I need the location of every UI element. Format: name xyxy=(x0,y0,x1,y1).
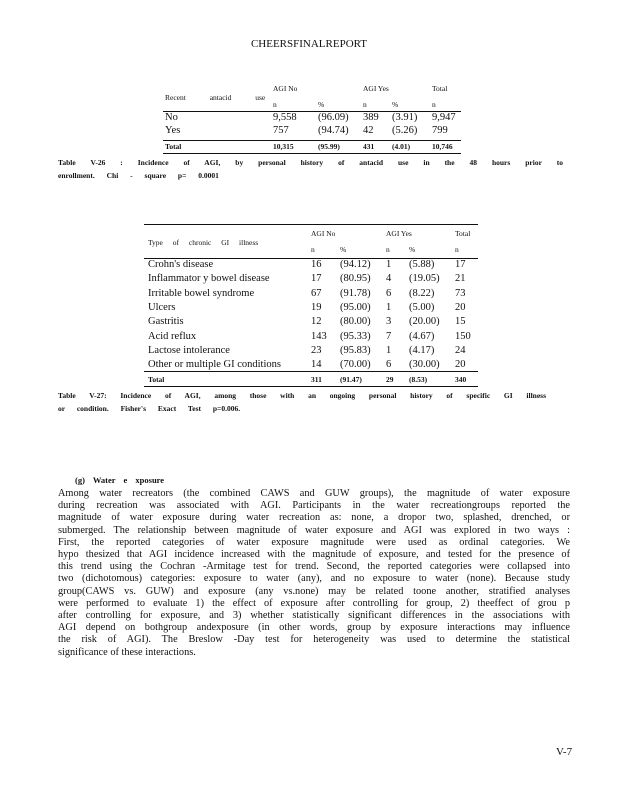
table1-cell-n2: 42 xyxy=(363,125,374,136)
table1-col-group-agi-no: AGI No xyxy=(273,84,298,93)
table1-cell-n1: 757 xyxy=(273,125,289,136)
table2-rule-total xyxy=(144,371,478,372)
table2-row-label: Other or multiple GI conditions xyxy=(148,359,281,371)
table2-cell-n1: 143 xyxy=(311,330,327,342)
table2-cell-n2: 6 xyxy=(386,359,392,371)
table2-cell-n1: 23 xyxy=(311,344,322,356)
paragraph-line: were performed to evaluate 1) the effect of exposure after controlling for group, 2) theeffect of grou p xyxy=(58,597,570,609)
table2-cell-p1: (95.33) xyxy=(340,330,371,342)
body-paragraph xyxy=(58,488,570,659)
table2-total-n1: 311 xyxy=(311,375,322,384)
table2-cell-p1: (95.83) xyxy=(340,344,371,356)
table2-cell-n2: 1 xyxy=(386,344,392,356)
table1-subheader-total: n xyxy=(432,100,436,109)
table2-cell-n1: 16 xyxy=(311,259,322,270)
table1-total-p1: (95.99) xyxy=(318,142,340,151)
table1-row-label-header: Recent antacid use xyxy=(165,93,266,102)
table1-cell-n2: 389 xyxy=(363,112,379,123)
table2-row-label: Acid reflux xyxy=(148,330,197,342)
table1-rule-total xyxy=(163,140,461,141)
paragraph-line: two (dichotomous) categories: exposure to water (any), and no exposure to water (none). Because study xyxy=(58,573,570,585)
table2-row-label: Lactose intolerance xyxy=(148,344,230,356)
table1-cell-p1: (94.74) xyxy=(318,125,349,136)
table2-cell-p2: (30.00) xyxy=(409,359,440,371)
table2-cell-n1: 19 xyxy=(311,301,322,313)
table2-cell-total: 150 xyxy=(455,330,471,342)
table2-rule-bottom xyxy=(144,386,478,387)
paragraph-line: this trend using the Cochran -Armitage test for trend. Second, the reported categories were collapsed into xyxy=(58,561,570,573)
table1-total-n1: 10,315 xyxy=(273,142,294,151)
table1-rule-bottom xyxy=(163,153,461,154)
table2-cell-n2: 7 xyxy=(386,330,392,342)
table2-cell-p2: (19.05) xyxy=(409,273,440,285)
table2-cell-n2: 1 xyxy=(386,301,392,313)
paragraph-line: significance of these interactions. xyxy=(58,646,196,658)
paragraph-line: AGI depend on bothgroup andexposure (in other words, group by exposure interactions may influence xyxy=(58,622,570,634)
table2-cell-p1: (94.12) xyxy=(340,259,371,270)
table2-col-group-total: Total xyxy=(455,229,471,238)
section-heading: (g) Water e xposure xyxy=(75,475,165,485)
table2-cell-total: 20 xyxy=(455,359,466,371)
table2-cell-p1: (91.78) xyxy=(340,287,371,299)
table2-row-label: Crohn's disease xyxy=(148,259,214,270)
table1-total-label: Total xyxy=(165,142,182,151)
table2-cell-p1: (70.00) xyxy=(340,359,371,371)
table2-subheader-p2: % xyxy=(409,245,416,254)
table2-cell-p2: (4.67) xyxy=(409,330,435,342)
table1-col-group-total: Total xyxy=(432,84,448,93)
paragraph-line: group(CAWS vs. GUW) and exposure (any vs.none) may be related toone another, stratified analyses xyxy=(58,585,570,597)
report-title: CHEERSFINALREPORT xyxy=(250,38,368,50)
table1-subheader-n2: n xyxy=(363,100,367,109)
table2-caption-line1: Table V-27: Incidence of AGI, among those with an ongoing personal history of specific GI illness xyxy=(58,391,546,400)
table2-row-label-header: Type of chronic GI illness xyxy=(148,238,259,247)
table2-cell-p1: (80.95) xyxy=(340,273,371,285)
paragraph-line: Among water recreators (the combined CAWS and GUW groups), the magnitude of water exposure xyxy=(58,488,570,499)
table2-total-total: 340 xyxy=(455,375,467,384)
table2-cell-total: 20 xyxy=(455,301,466,313)
table1-row-label: Yes xyxy=(165,125,181,136)
table2-cell-p1: (95.00) xyxy=(340,301,371,313)
table1-cell-total: 799 xyxy=(432,125,448,136)
paragraph-line: after controlling for exposure, and 3) whether statistically significant differences in the associations with xyxy=(58,610,570,622)
table1-caption-line1: Table V-26 : Incidence of AGI, by personal history of antacid use in the 48 hours prior to xyxy=(58,158,563,167)
table2-col-group-agi-no: AGI No xyxy=(311,229,336,238)
table2-total-label: Total xyxy=(148,375,165,384)
table2-total-n2: 29 xyxy=(386,375,394,384)
table1-subheader-p2: % xyxy=(392,100,399,109)
paragraph-line: the risk of AGI). The Breslow -Day test for heterogeneity was used to determine the statistical xyxy=(58,634,570,646)
table2-subheader-n1: n xyxy=(311,245,315,254)
table2-total-p1: (91.47) xyxy=(340,375,362,384)
table2-cell-n2: 3 xyxy=(386,316,392,328)
table1-cell-p2: (5.26) xyxy=(392,125,418,136)
table2-row-label: Irritable bowel syndrome xyxy=(148,287,255,299)
table2-cell-p1: (80.00) xyxy=(340,316,371,328)
table2-row-label: Gastritis xyxy=(148,316,184,328)
table1-cell-n1: 9,558 xyxy=(273,112,297,123)
table2-caption-line2: or condition. Fisher's Exact Test p=0.006. xyxy=(58,404,241,413)
paragraph-line: magnitude of water exposure during water recreation as: none, a dropor two, splashed, drenched, or xyxy=(58,512,570,524)
page-number: V-7 xyxy=(556,746,573,758)
table2-cell-n2: 4 xyxy=(386,273,392,285)
table2-cell-p2: (5.00) xyxy=(409,301,435,313)
table2-cell-total: 15 xyxy=(455,316,466,328)
table2-cell-n1: 67 xyxy=(311,287,322,299)
table1-cell-p2: (3.91) xyxy=(392,112,418,123)
table2-cell-p2: (5.88) xyxy=(409,259,435,270)
table2-rule-top xyxy=(144,224,478,225)
table2-cell-n1: 17 xyxy=(311,273,322,285)
table2-subheader-total: n xyxy=(455,245,459,254)
table1-cell-total: 9,947 xyxy=(432,112,456,123)
table2-cell-n1: 14 xyxy=(311,359,322,371)
table2-row-label: Ulcers xyxy=(148,301,176,313)
paragraph-line: hypo thesized that AGI incidence increased with the magnitude of exposure, and tested for the presence of xyxy=(58,549,570,561)
table1-row-label: No xyxy=(165,112,178,123)
table2-cell-total: 17 xyxy=(455,259,466,270)
table2-cell-n2: 1 xyxy=(386,259,392,270)
paragraph-line: during recreation was associated with AGI. Participants in the water recreationgroups reported the xyxy=(58,500,570,512)
table2-cell-total: 73 xyxy=(455,287,466,299)
table1-total-n2: 431 xyxy=(363,142,375,151)
table1-caption-line2: enrollment. Chi - square p= 0.0001 xyxy=(58,171,219,180)
table1-subheader-n1: n xyxy=(273,100,277,109)
paragraph-line: submerged. The relationship between magnitude of water exposure and AGI was explored in two ways : xyxy=(58,524,570,536)
table2-cell-p2: (8.22) xyxy=(409,287,435,299)
table2-row-label: Inflammator y bowel disease xyxy=(148,273,270,285)
table2-cell-n1: 12 xyxy=(311,316,322,328)
table1-total-total: 10,746 xyxy=(432,142,453,151)
table2-cell-p2: (20.00) xyxy=(409,316,440,328)
table2-subheader-n2: n xyxy=(386,245,390,254)
table2-subheader-p1: % xyxy=(340,245,347,254)
table2-cell-p2: (4.17) xyxy=(409,344,435,356)
table1-subheader-p1: % xyxy=(318,100,325,109)
table1-col-group-agi-yes: AGI Yes xyxy=(363,84,389,93)
table1-cell-p1: (96.09) xyxy=(318,112,349,123)
table2-total-p2: (8.53) xyxy=(409,375,428,384)
table2-cell-total: 24 xyxy=(455,344,466,356)
table1-total-p2: (4.01) xyxy=(392,142,411,151)
table2-col-group-agi-yes: AGI Yes xyxy=(386,229,412,238)
paragraph-line: First, the reported categories of water exposure magnitude were used as ordinal categories. We xyxy=(58,536,570,548)
table2-cell-n2: 6 xyxy=(386,287,392,299)
table2-cell-total: 21 xyxy=(455,273,466,285)
